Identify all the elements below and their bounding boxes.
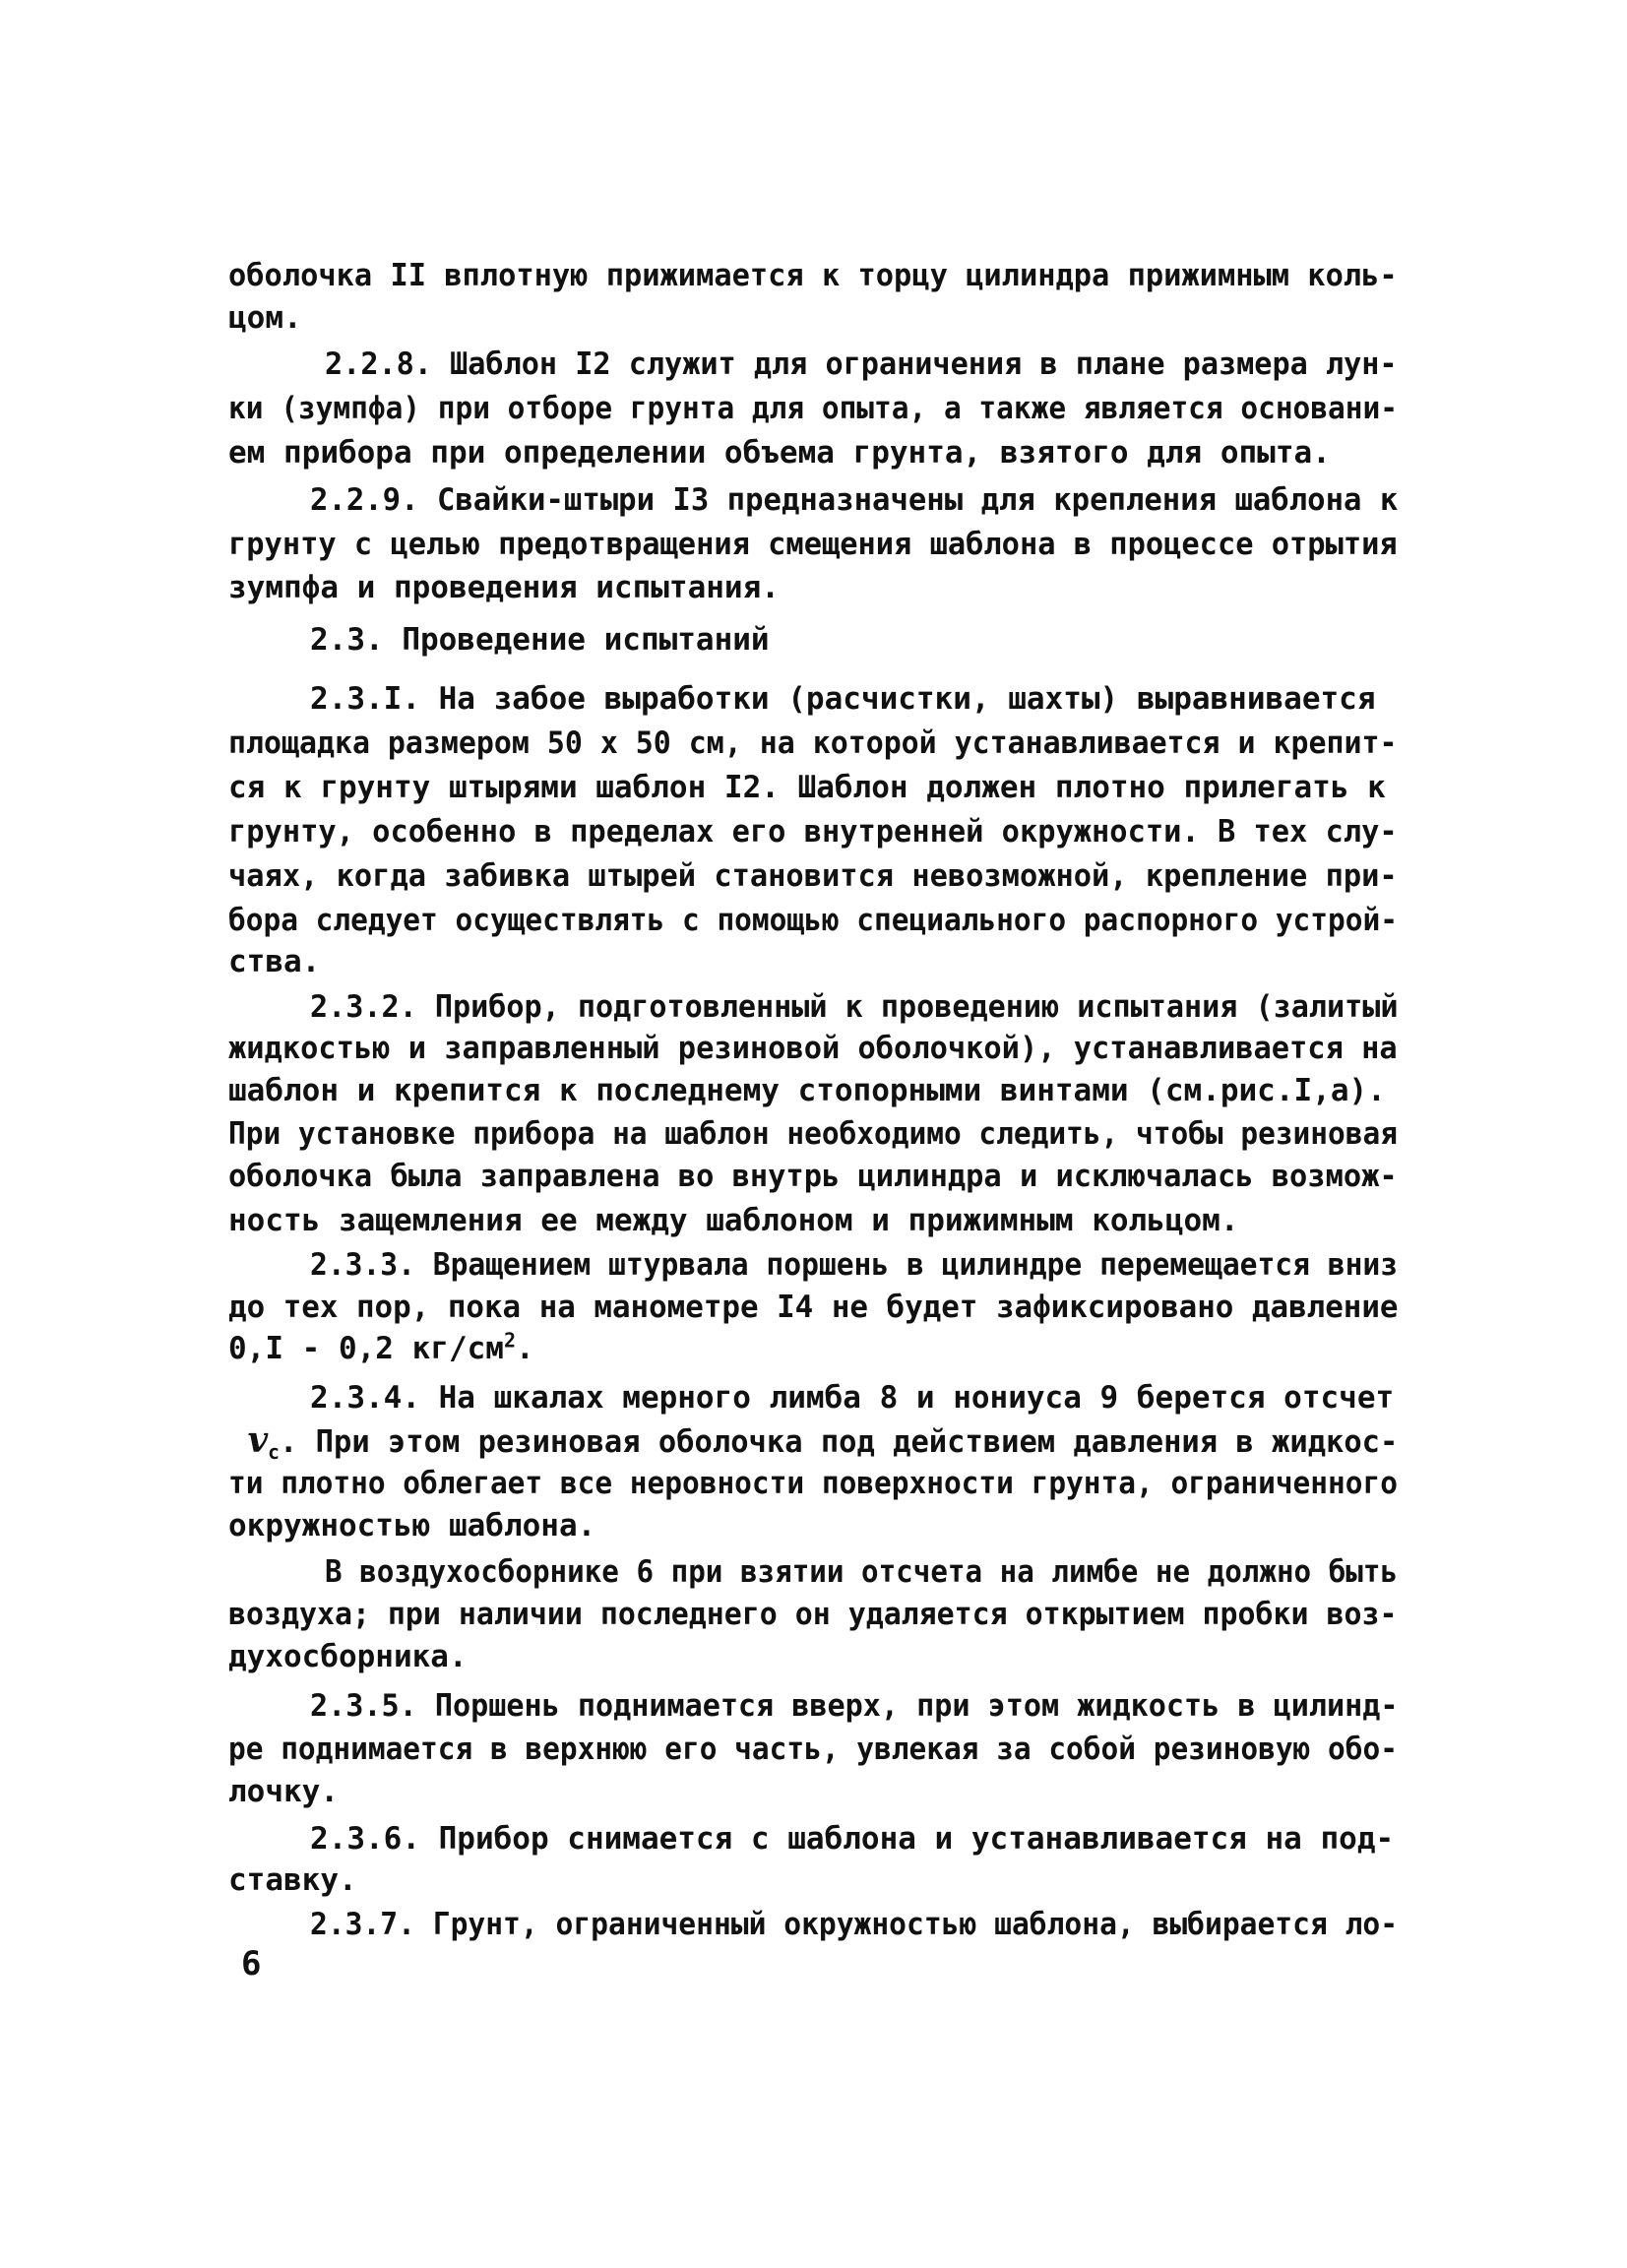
paragraph-2-3-6: 2.3.6. Прибор снимается с шаблона и устанавливается на под- bbox=[310, 1821, 1395, 1857]
text-line: цом. bbox=[228, 300, 302, 336]
reading-line: $v_c$. При этом резиновая оболочка под действием давления в жидкос- bbox=[247, 1419, 1399, 1465]
page-number: 6 bbox=[241, 1944, 262, 1984]
text-line: лочку. bbox=[228, 1774, 339, 1809]
volume-symbol: v bbox=[247, 1419, 269, 1461]
text-line: ти плотно облегает все неровности поверхности грунта, ограниченного bbox=[228, 1466, 1398, 1501]
text-line: бора следует осуществлять с помощью специального распорного устрой- bbox=[228, 903, 1398, 938]
text-line: духосборника. bbox=[228, 1639, 468, 1674]
text-line: зумпфа и проведения испытания. bbox=[228, 570, 780, 605]
text-line: ем прибора при определении объема грунта, взятого для опыта. bbox=[228, 435, 1331, 471]
paragraph-2-3-3: 2.3.3. Вращением штурвала поршень в цилиндре перемещается вниз bbox=[310, 1247, 1399, 1283]
text-line: ставку. bbox=[228, 1862, 357, 1898]
volume-subscript: c bbox=[268, 1440, 281, 1465]
paragraph-2-3-4: 2.3.4. На шкалах мерного лимба 8 и нониуса 9 берется отсчет bbox=[310, 1380, 1395, 1416]
paragraph-air-collector: В воздухосборнике 6 при взятии отсчета на лимбе не должно быть bbox=[325, 1554, 1399, 1590]
pressure-line: 0,I - 0,2 $кг/см^2$. bbox=[228, 1328, 534, 1366]
text-line: шаблон и крепится к последнему стопорными винтами (см.рис.I,а). bbox=[228, 1073, 1386, 1108]
text-line: ства. bbox=[228, 944, 321, 979]
paragraph-2-3-2: 2.3.2. Прибор, подготовленный к проведению испытания (залитый bbox=[310, 989, 1399, 1025]
text-line: При установке прибора на шаблон необходимо следить, чтобы резиновая bbox=[228, 1116, 1398, 1152]
paragraph-2-2-9: 2.2.9. Свайки-штыри I3 предназначены для крепления шаблона к bbox=[310, 482, 1399, 518]
text-line: воздуха; при наличии последнего он удаляется открытием пробки воз- bbox=[228, 1597, 1398, 1632]
text-line: грунту с целью предотвращения смещения шаблона в процессе отрытия bbox=[228, 527, 1398, 562]
text-line: оболочка была заправлена во внутрь цилиндра и исключалась возмож- bbox=[228, 1159, 1398, 1194]
text-line: площадка размером 50 х 50 см, на которой устанавливается и крепит- bbox=[228, 725, 1398, 761]
text-line: грунту, особенно в пределах его внутренней окружности. В тех слу- bbox=[228, 814, 1398, 850]
text-line: оболочка II вплотную прижимается к торцу цилиндра прижимным коль- bbox=[228, 258, 1398, 293]
section-heading: 2.3. Проведение испытаний bbox=[310, 622, 770, 658]
text-line: жидкостью и заправленный резиновой оболочкой), устанавливается на bbox=[228, 1031, 1398, 1066]
text-line: ся к грунту штырями шаблон I2. Шаблон должен плотно прилегать к bbox=[228, 770, 1386, 805]
paragraph-2-3-7: 2.3.7. Грунт, ограниченный окружностью шаблона, выбирается ло- bbox=[310, 1907, 1399, 1942]
text-line: до тех пор, пока на манометре I4 не будет зафиксировано давление bbox=[228, 1290, 1399, 1325]
text-line: окружностью шаблона. bbox=[228, 1508, 596, 1544]
pressure-exponent: 2 bbox=[503, 1328, 517, 1353]
text-line: ность защемления ее между шаблоном и прижимным кольцом. bbox=[228, 1203, 1239, 1238]
text-line: ре поднимается в верхнюю его часть, увлекая за собой резиновую обо- bbox=[228, 1732, 1398, 1767]
paragraph-2-2-8: 2.2.8. Шаблон I2 служит для ограничения в плане размера лун- bbox=[325, 346, 1398, 382]
text-line: ки (зумпфа) при отборе грунта для опыта, а также является основани- bbox=[228, 391, 1398, 426]
paragraph-2-3-5: 2.3.5. Поршень поднимается вверх, при этом жидкость в цилинд- bbox=[310, 1688, 1399, 1724]
paragraph-2-3-1: 2.3.I. На забое выработки (расчистки, шахты) выравнивается bbox=[310, 681, 1376, 717]
text-line: чаях, когда забивка штырей становится невозможной, крепление при- bbox=[228, 858, 1398, 894]
